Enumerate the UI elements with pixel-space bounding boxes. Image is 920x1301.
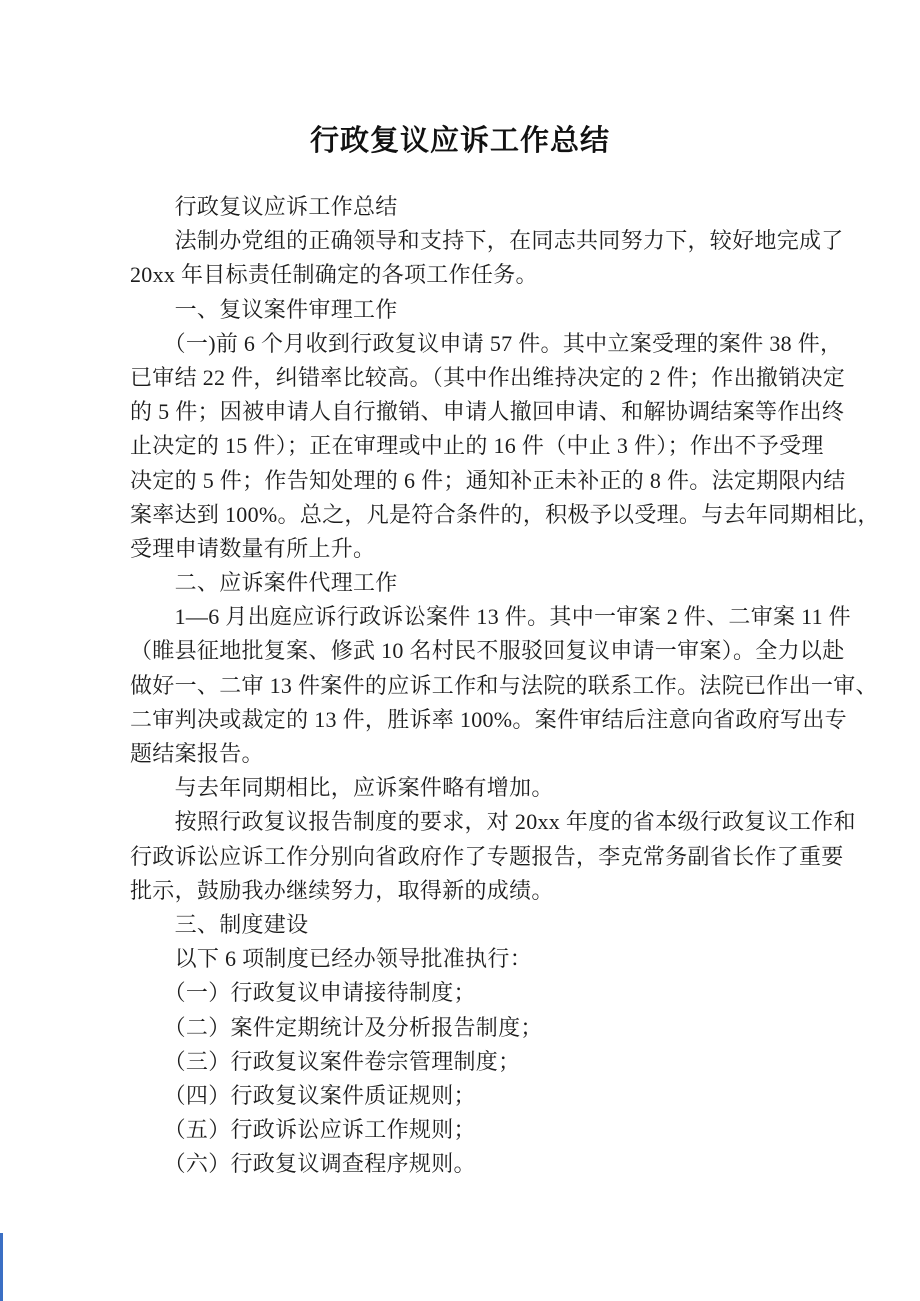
text-line: 题结案报告。 (130, 741, 264, 766)
text-line: 以下 6 项制度已经办领导批准执行： (130, 946, 533, 972)
text-line: （六）行政复议调查程序规则。 (130, 1151, 476, 1177)
text-line: 法制办党组的正确领导和支持下，在同志共同努力下，较好地完成了 (130, 228, 844, 254)
text-line: 批示，鼓励我办继续努力，取得新的成绩。 (130, 877, 554, 903)
document-body (130, 190, 880, 1181)
text-line: 行政诉讼应诉工作分别向省政府作了专题报告，李克常务副省长作了重要 (130, 843, 844, 869)
text-line: 三、制度建设 (130, 911, 309, 937)
text-line: 一、复议案件审理工作 (130, 296, 398, 322)
text-line: 的 5 件；因被申请人自行撤销、申请人撤回申请、和解协调结案等作出终 (130, 399, 845, 425)
text-line: 20xx 年目标责任制确定的各项工作任务。 (130, 262, 538, 288)
text-line: （一）行政复议申请接待制度； (130, 980, 476, 1006)
text-line: 已审结 22 件，纠错率比较高。（其中作出维持决定的 2 件；作出撤销决定 (130, 364, 846, 390)
page-edge-marker (0, 1233, 3, 1301)
text-line: 做好一、二审 13 件案件的应诉工作和与法院的联系工作。法院已作出一审、 (130, 672, 878, 698)
text-line: 按照行政复议报告制度的要求，对 20xx 年度的省本级行政复议工作和 (130, 809, 856, 835)
page-title: 行政复议应诉工作总结 (309, 125, 610, 157)
text-line: （睢县征地批复案、修武 10 名村民不服驳回复议申请一审案）。全力以赴 (130, 638, 845, 664)
text-line: （二）案件定期统计及分析报告制度； (130, 1014, 543, 1040)
text-line: （三）行政复议案件卷宗管理制度； (130, 1048, 521, 1074)
text-line: 受理申请数量有所上升。 (130, 535, 376, 561)
text-line: （五）行政诉讼应诉工作规则； (130, 1117, 476, 1143)
text-line: 止决定的 15 件）；正在审理或中止的 16 件（中止 3 件）；作出不予受理 (130, 433, 824, 459)
text-line: 二、应诉案件代理工作 (130, 570, 398, 596)
text-line: 决定的 5 件；作告知处理的 6 件；通知补正未补正的 8 件。法定期限内结 (130, 467, 846, 493)
text-line: （一)前 6 个月收到行政复议申请 57 件。其中立案受理的案件 38 件， (130, 330, 843, 356)
text-line: 行政复议应诉工作总结 (130, 194, 398, 219)
text-line: 1—6 月出庭应诉行政诉讼案件 13 件。其中一审案 2 件、二审案 11 件 (130, 604, 851, 630)
text-line: 二审判决或裁定的 13 件，胜诉率 100%。案件审结后注意向省政府写出专 (130, 706, 847, 732)
text-line: 与去年同期相比，应诉案件略有增加。 (130, 775, 554, 801)
text-line: （四）行政复议案件质证规则； (130, 1082, 476, 1108)
text-line: 案率达到 100%。总之，凡是符合条件的，积极予以受理。与去年同期相比， (130, 501, 880, 527)
